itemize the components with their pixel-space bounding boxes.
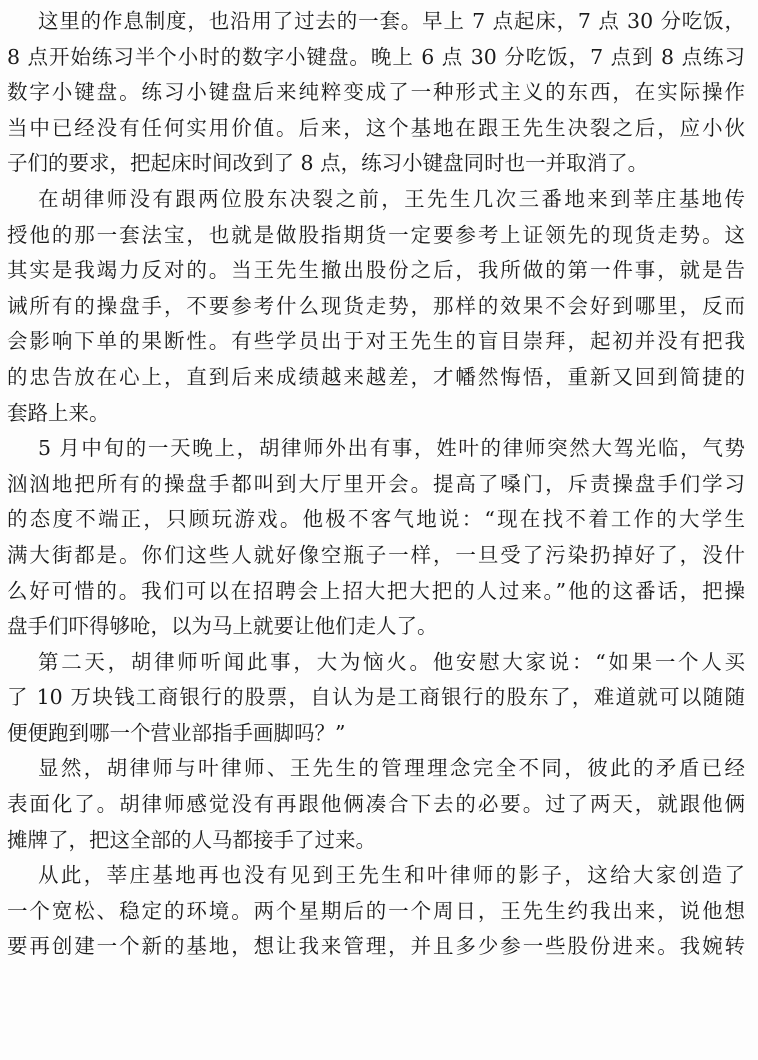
document-body-text: [7, 4, 745, 965]
text-line: 其实是我竭力反对的。当王先生撤出股份之后，我所做的第一件事，就是告: [7, 258, 745, 283]
text-line: 一个宽松、稳定的环境。两个星期后的一个周日，王先生约我出来，说他想: [7, 898, 745, 923]
text-line: 数字小键盘。练习小键盘后来纯粹变成了一种形式主义的东西，在实际操作: [7, 80, 745, 105]
text-line: 5 月中旬的一天晚上，胡律师外出有事，姓叶的律师突然大驾光临，气势: [38, 436, 745, 461]
text-line: 会影响下单的果断性。有些学员出于对王先生的盲目崇拜，起初并没有把我: [7, 329, 745, 354]
text-line: 便便跑到哪一个营业部指手画脚吗？”: [7, 720, 346, 745]
text-line: 8 点开始练习半个小时的数字小键盘。晚上 6 点 30 分吃饭，7 点到 8 点练习: [7, 44, 745, 69]
text-line: 的态度不端正，只顾玩游戏。他极不客气地说：“现在找不着工作的大学生: [7, 507, 745, 532]
paragraph-6: [7, 858, 745, 965]
text-line: 在胡律师没有跟两位股东决裂之前，王先生几次三番地来到莘庄基地传: [38, 186, 745, 211]
text-line: 从此，莘庄基地再也没有见到王先生和叶律师的影子，这给大家创造了: [38, 863, 745, 888]
text-line: 表面化了。胡律师感觉没有再跟他俩凑合下去的必要。过了两天，就跟他俩: [7, 792, 745, 817]
text-line: 子们的要求，把起床时间改到了 8 点，练习小键盘同时也一并取消了。: [7, 151, 649, 176]
text-line: 当中已经没有任何实用价值。后来，这个基地在跟王先生决裂之后，应小伙: [7, 115, 745, 140]
text-line: 的忠告放在心上，直到后来成绩越来越差，才幡然悔悟，重新又回到简捷的: [7, 364, 745, 389]
text-line: 这里的作息制度，也沿用了过去的一套。早上 7 点起床，7 点 30 分吃饭，: [38, 9, 745, 33]
text-line: 了 10 万块钱工商银行的股票，自认为是工商银行的股东了，难道就可以随随: [7, 685, 745, 710]
text-line: 盘手们吓得够呛，以为马上就要让他们走人了。: [7, 614, 438, 639]
paragraph-1: [7, 4, 745, 182]
text-line: 汹汹地把所有的操盘手都叫到大厅里开会。提高了嗓门，斥责操盘手们学习: [7, 471, 745, 496]
text-line: 要再创建一个新的基地，想让我来管理，并且多少参一些股份进来。我婉转: [7, 934, 745, 959]
text-line: 套路上来。: [7, 400, 110, 425]
paragraph-5: [7, 751, 745, 858]
text-line: 第二天，胡律师听闻此事，大为恼火。他安慰大家说：“如果一个人买: [38, 649, 745, 674]
text-line: 诫所有的操盘手，不要参考什么现货走势，那样的效果不会好到哪里，反而: [7, 293, 745, 318]
paragraph-3: [7, 431, 745, 645]
text-line: 授他的那一套法宝，也就是做股指期货一定要参考上证领先的现货走势。这: [7, 222, 745, 247]
paragraph-2: [7, 182, 745, 431]
text-line: 么好可惜的。我们可以在招聘会上招大把大把的人过来。”他的这番话，把操: [7, 578, 745, 603]
text-line: 满大街都是。你们这些人就好像空瓶子一样，一旦受了污染扔掉好了，没什: [7, 542, 745, 567]
text-line: 显然，胡律师与叶律师、王先生的管理理念完全不同，彼此的矛盾已经: [38, 756, 745, 781]
text-line: 摊牌了，把这全部的人马都接手了过来。: [7, 827, 376, 852]
paragraph-4: [7, 645, 745, 752]
